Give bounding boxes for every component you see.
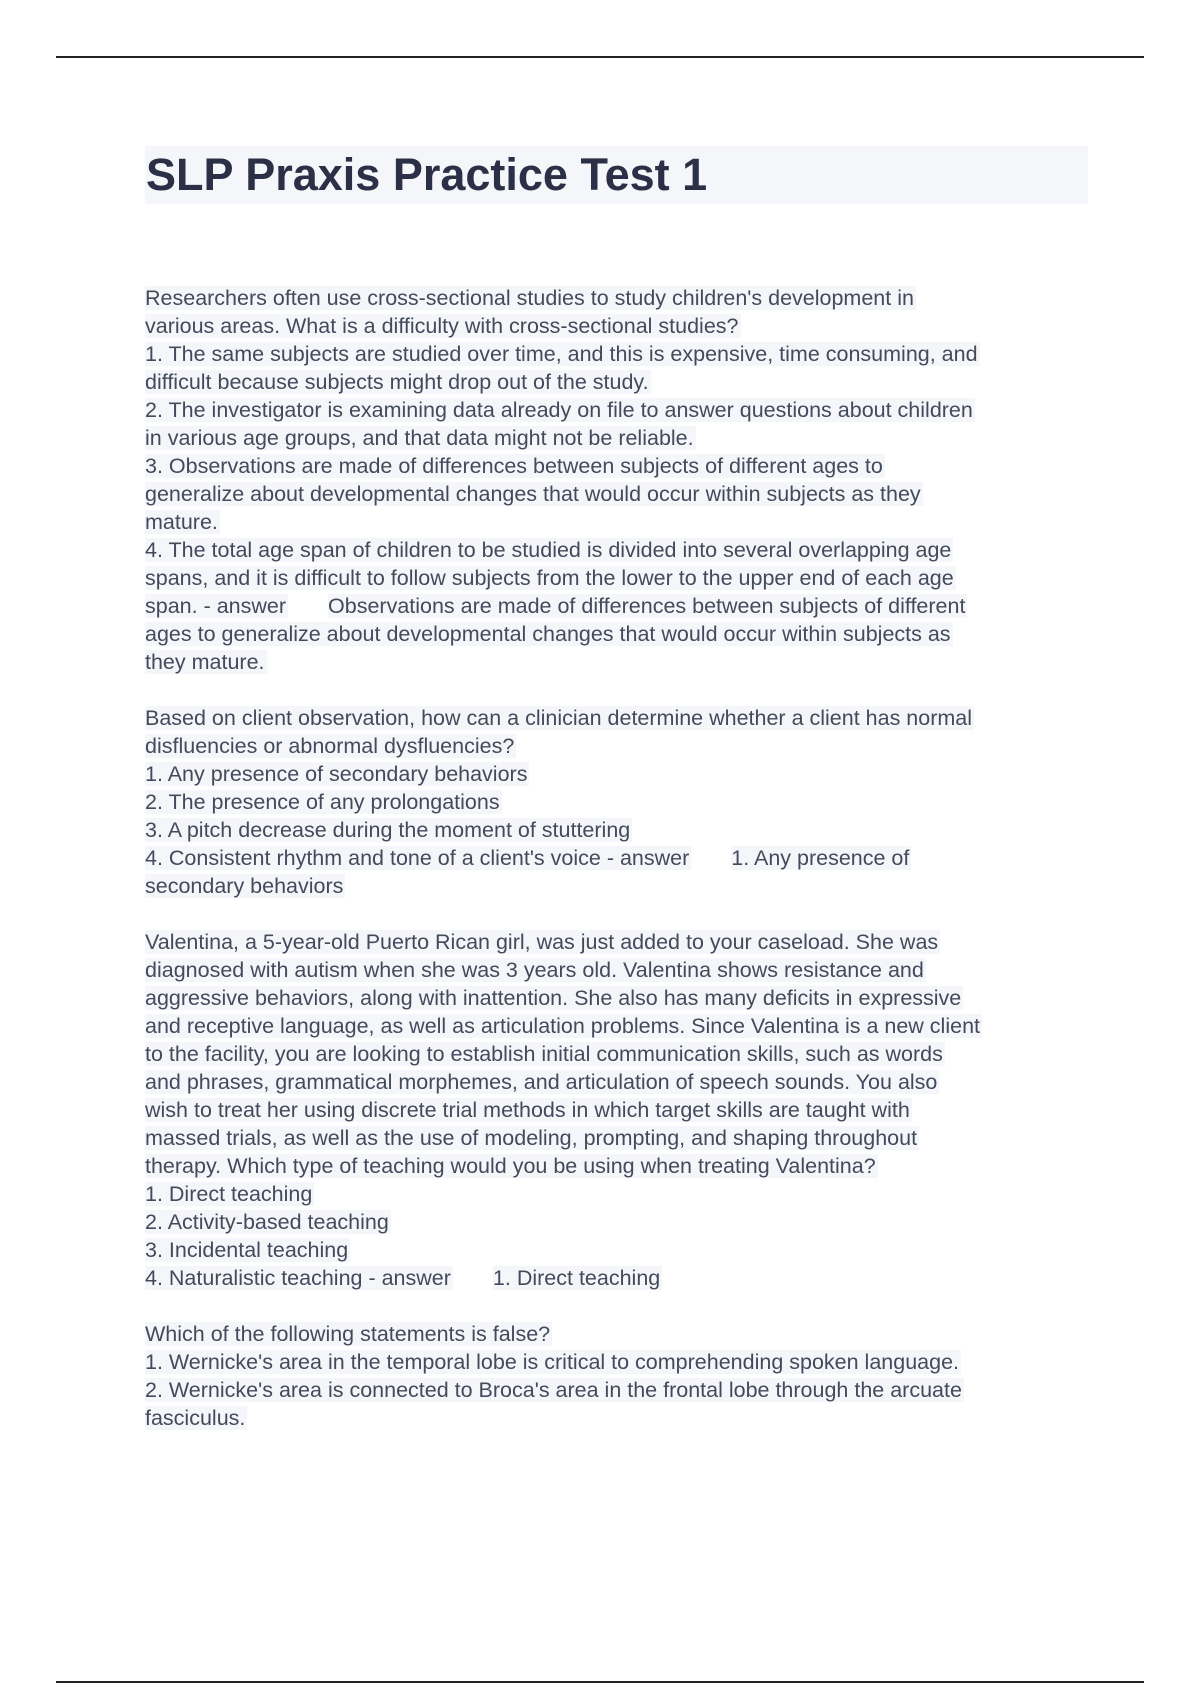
option-line: 2. The presence of any prolongations bbox=[145, 790, 500, 814]
answer-lead: 4. Naturalistic teaching - answer bbox=[145, 1266, 451, 1290]
option-line: generalize about developmental changes that would occur within subjects as they bbox=[145, 482, 921, 506]
answer-line: ages to generalize about developmental changes that would occur within subjects as bbox=[145, 622, 951, 646]
question-block-3 bbox=[145, 928, 1090, 1292]
question-line: various areas. What is a difficulty with cross-sectional studies? bbox=[145, 314, 739, 338]
option-line: 1. Wernicke's area in the temporal lobe is critical to comprehending spoken language. bbox=[145, 1350, 959, 1374]
option-line: 1. The same subjects are studied over time, and this is expensive, time consuming, and bbox=[145, 342, 978, 366]
option-line: difficult because subjects might drop out of the study. bbox=[145, 370, 649, 394]
question-line: massed trials, as well as the use of modeling, prompting, and shaping throughout bbox=[145, 1126, 918, 1150]
question-line: Based on client observation, how can a clinician determine whether a client has normal bbox=[145, 706, 973, 730]
page-bottom-rule bbox=[56, 1681, 1144, 1683]
option-line: 3. Observations are made of differences between subjects of different ages to bbox=[145, 454, 883, 478]
question-line: aggressive behaviors, along with inattention. She also has many deficits in expressive bbox=[145, 986, 962, 1010]
option-line: in various age groups, and that data might not be reliable. bbox=[145, 426, 694, 450]
answer-line bbox=[145, 592, 1090, 620]
option-line: 3. A pitch decrease during the moment of stuttering bbox=[145, 818, 631, 842]
question-line: diagnosed with autism when she was 3 years old. Valentina shows resistance and bbox=[145, 958, 924, 982]
option-line: 1. Direct teaching bbox=[145, 1182, 313, 1206]
answer-line: they mature. bbox=[145, 650, 265, 674]
question-line: and receptive language, as well as articulation problems. Since Valentina is a new client bbox=[145, 1014, 980, 1038]
question-line: Researchers often use cross-sectional studies to study children's development in bbox=[145, 286, 914, 310]
option-line: 3. Incidental teaching bbox=[145, 1238, 349, 1262]
page-title: SLP Praxis Practice Test 1 bbox=[146, 149, 708, 200]
option-line: mature. bbox=[145, 510, 218, 534]
answer-text: Observations are made of differences between subjects of different bbox=[328, 594, 966, 618]
option-line: 2. Wernicke's area is connected to Broca's area in the frontal lobe through the arcuate bbox=[145, 1378, 962, 1402]
option-line: spans, and it is difficult to follow subjects from the lower to the upper end of each age bbox=[145, 566, 954, 590]
question-block-1 bbox=[145, 284, 1090, 676]
page-top-rule bbox=[56, 56, 1144, 58]
option-line: 1. Any presence of secondary behaviors bbox=[145, 762, 528, 786]
answer-line: secondary behaviors bbox=[145, 874, 344, 898]
question-block-4 bbox=[145, 1320, 1090, 1432]
question-line: therapy. Which type of teaching would you be using when treating Valentina? bbox=[145, 1154, 876, 1178]
question-line: Which of the following statements is false? bbox=[145, 1322, 551, 1346]
answer-line bbox=[145, 1264, 1090, 1292]
option-line: 2. Activity-based teaching bbox=[145, 1210, 389, 1234]
answer-line bbox=[145, 844, 1090, 872]
option-line: fasciculus. bbox=[145, 1406, 246, 1430]
document-body bbox=[145, 284, 1090, 1460]
question-line: and phrases, grammatical morphemes, and articulation of speech sounds. You also bbox=[145, 1070, 938, 1094]
option-line: 4. The total age span of children to be studied is divided into several overlapping age bbox=[145, 538, 952, 562]
option-line: 2. The investigator is examining data already on file to answer questions about children bbox=[145, 398, 973, 422]
question-line: Valentina, a 5-year-old Puerto Rican girl, was just added to your caseload. She was bbox=[145, 930, 939, 954]
answer-text: 1. Any presence of bbox=[731, 846, 910, 870]
question-block-2 bbox=[145, 704, 1090, 900]
answer-lead: 4. Consistent rhythm and tone of a client's voice - answer bbox=[145, 846, 690, 870]
question-line: wish to treat her using discrete trial methods in which target skills are taught with bbox=[145, 1098, 910, 1122]
question-line: disfluencies or abnormal dysfluencies? bbox=[145, 734, 515, 758]
answer-text: 1. Direct teaching bbox=[492, 1266, 661, 1290]
answer-lead: span. - answer bbox=[145, 594, 287, 618]
question-line: to the facility, you are looking to establish initial communication skills, such as words bbox=[145, 1042, 943, 1066]
